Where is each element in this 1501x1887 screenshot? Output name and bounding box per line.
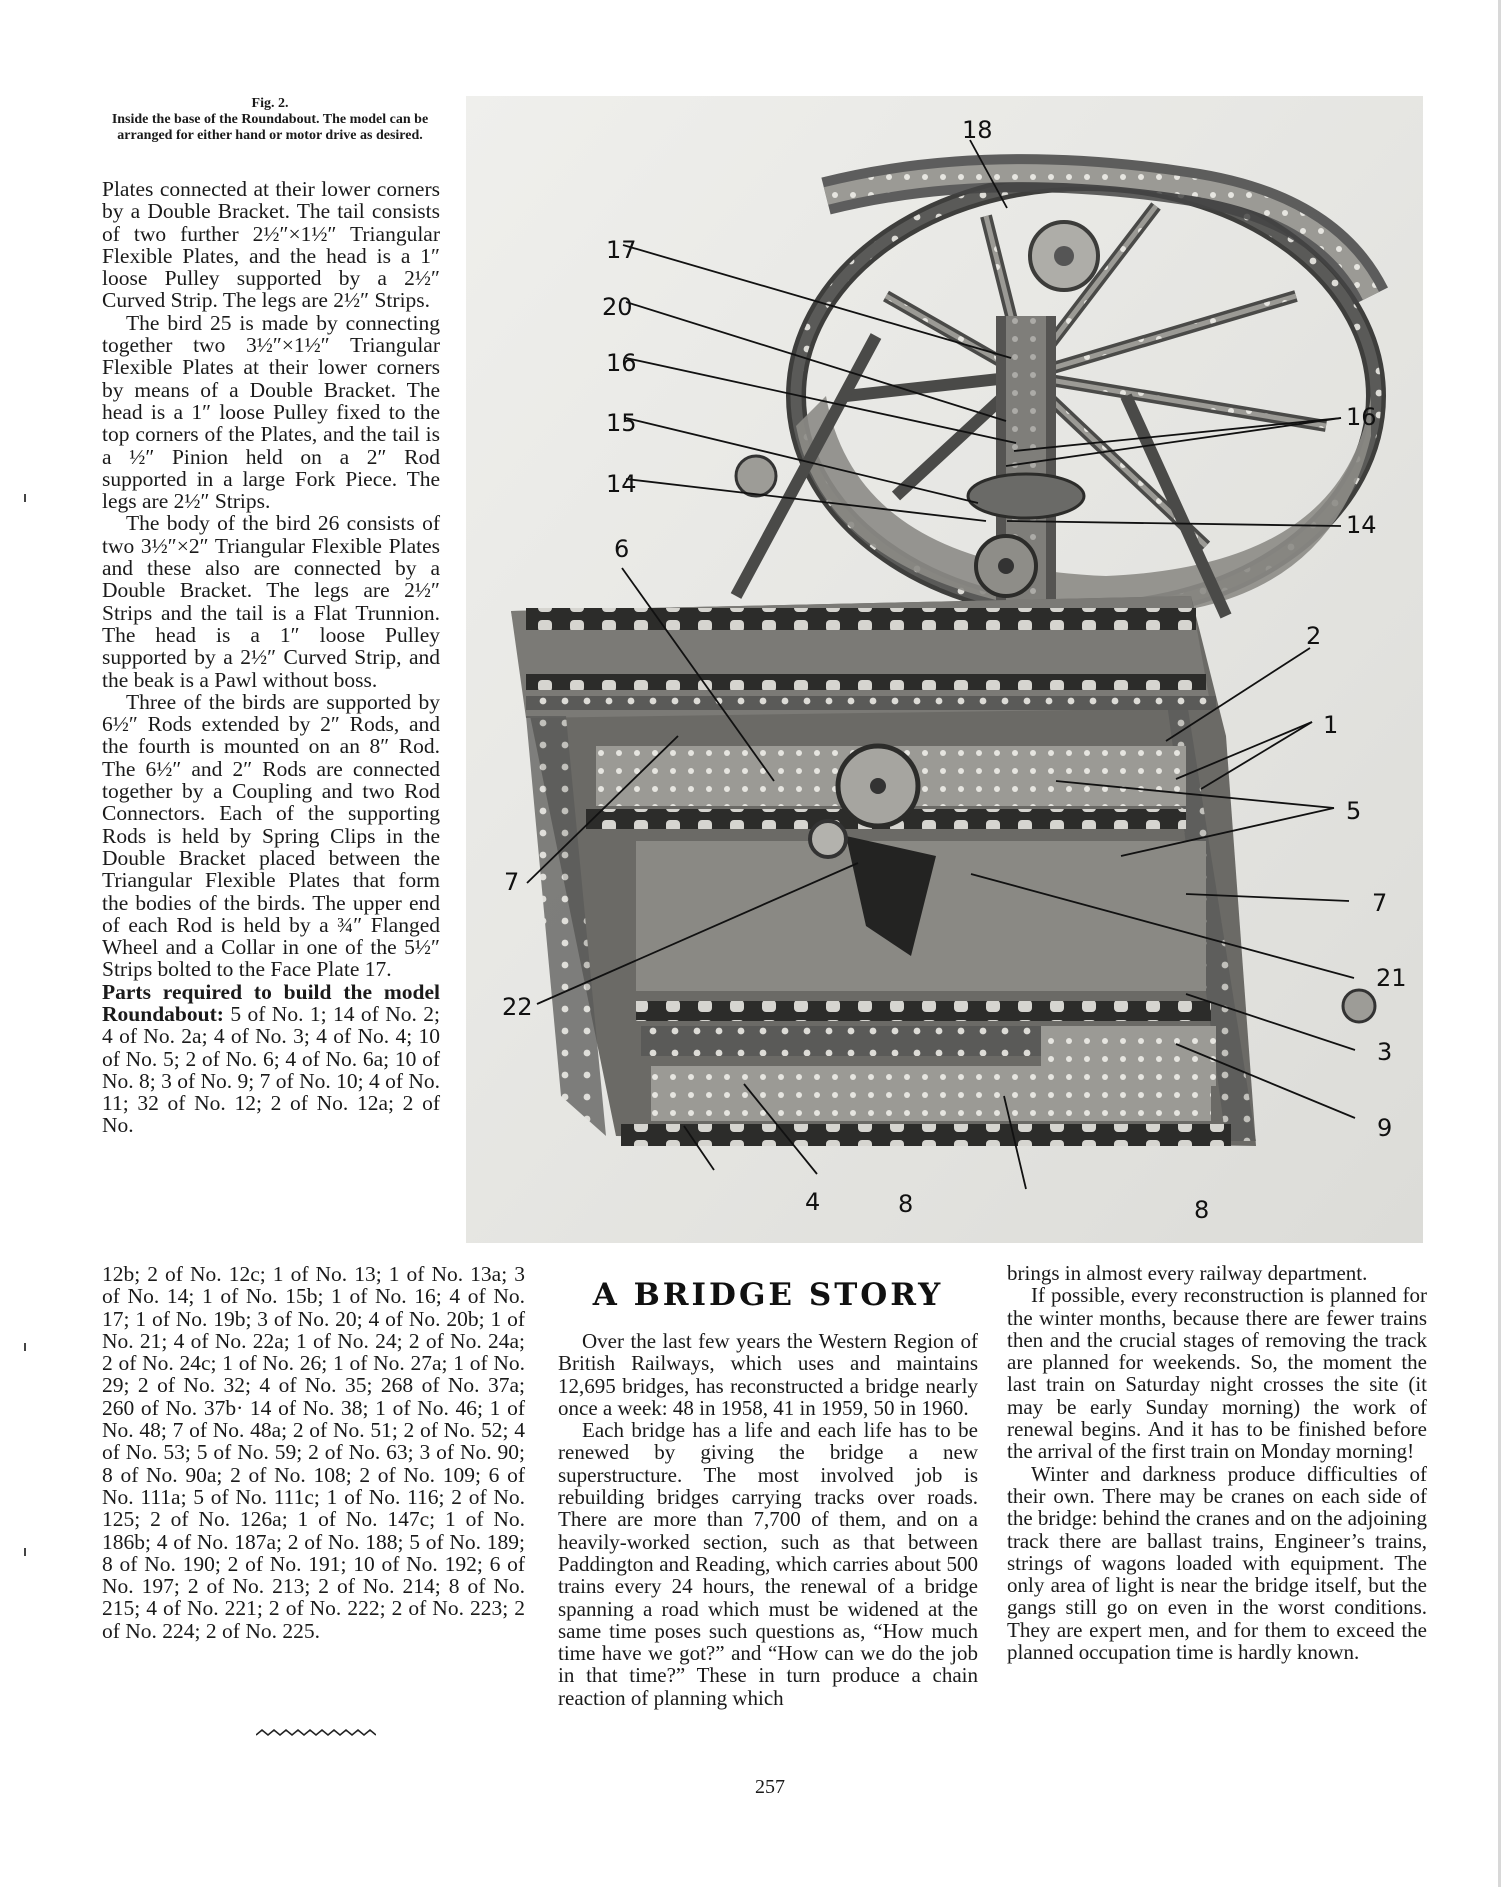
figure-caption: [100, 96, 440, 144]
callout-9: 9: [1377, 1114, 1393, 1142]
parts-list-paragraph: [102, 981, 440, 1137]
callout-14: 14: [1346, 511, 1377, 539]
callout-1: 1: [1323, 711, 1339, 739]
callout-17: 17: [606, 236, 637, 264]
parts-heading: Parts required to build the model Roundabout:: [102, 979, 440, 1026]
end-mark-squiggle: [256, 1727, 376, 1739]
margin-mark: [24, 494, 26, 502]
article-right-column: [1007, 1262, 1427, 1663]
callout-18: 18: [962, 116, 993, 144]
callout-8: 8: [898, 1190, 914, 1218]
paragraph: The bird 25 is made by connecting together two 3½″×1½″ Triangular Flexible Plates at their lower corners by means of a Double Bracket. The head is a 1″ loose Pulley fixed to the top corners of the Plates, and the tail is a ½″ Pinion held on a 2″ Rod supported in a large Fork Piece. The legs are 2½″ Strips.: [102, 310, 440, 514]
figure-label: Fig. 2.: [251, 96, 289, 111]
callout-4: 4: [805, 1188, 821, 1216]
paragraph: Plates connected at their lower corners by a Double Bracket. The tail consists of two further 2½″×1½″ Triangular Flexible Plates, and the head is a 1″ loose Pulley supported by a 2½″ Curved Strip. The legs are 2½″ Strips.: [102, 177, 440, 313]
callout-16: 16: [1346, 403, 1377, 431]
roundabout-photo: [466, 96, 1423, 1243]
callout-21: 21: [1376, 964, 1407, 992]
callout-14: 14: [606, 470, 637, 498]
callout-20: 20: [602, 293, 633, 321]
paragraph: Three of the birds are supported by 6½″ Rods extended by 2″ Rods, and the fourth is mounted on an 8″ Rod. The 6½″ and 2″ Rods are connected together by a Coupling and two Rod Connectors. Each of the supporting Rods is held by Spring Clips in the Double Bracket placed between the Triangular Flexible Plates that form the bodies of the birds. The upper end of each Rod is held by a ¾″ Flanged Wheel and a Collar in one of the 5½″ Strips bolted to the Face Plate 17.: [102, 689, 440, 982]
article-middle-column: [558, 1330, 978, 1709]
callout-7: 7: [504, 868, 520, 896]
margin-mark: [24, 1548, 26, 1556]
callout-15: 15: [606, 409, 637, 437]
margin-mark: [24, 1343, 26, 1351]
callout-22: 22: [502, 993, 533, 1021]
paragraph: If possible, every reconstruction is planned for the winter months, because there are fewer trains then and the crucial stages of removing the track are planned for weekends. So, the moment the last train on Saturday night crosses the site (it may be early Sunday morning) the work of renewal begins. And it has to be finished before the arrival of the first train on Monday morning!: [1007, 1283, 1427, 1464]
parts-list-continued: [102, 1263, 525, 1642]
callout-6: 6: [614, 535, 630, 563]
parts-list: 12b; 2 of No. 12c; 1 of No. 13; 1 of No. 13a; 3 of No. 14; 1 of No. 15b; 1 of No. 16; 4 of No. 17; 1 of No. 19b; 3 of No. 20; 4 of No. 20b; 1 of No. 21; 4 of No. 22a; 1 of No. 24; 2 of No. 24a; 2 of No. 24c; 1 of No. 26; 1 of No. 27a; 1 of No. 29; 2 of No. 32; 4 of No. 35; 268 of No. 37a; 260 of No. 37b· 14 of No. 38; 1 of No. 46; 1 of No. 48; 7 of No. 48a; 2 of No. 51; 2 of No. 52; 4 of No. 53; 5 of No. 59; 2 of No. 63; 3 of No. 90; 8 of No. 90a; 2 of No. 108; 2 of No. 109; 6 of No. 111a; 5 of No. 111c; 1 of No. 116; 2 of No. 125; 2 of No. 126a; 1 of No. 147c; 1 of No. 186b; 4 of No. 187a; 2 of No. 188; 5 of No. 189; 8 of No. 190; 2 of No. 191; 10 of No. 192; 6 of No. 197; 2 of No. 213; 2 of No. 214; 8 of No. 215; 4 of No. 221; 2 of No. 222; 2 of No. 223; 2 of No. 224; 2 of No. 225.: [102, 1262, 525, 1643]
paragraph: The body of the bird 26 consists of two 3½″×2″ Triangular Flexible Plates and these also are connected by a Double Bracket. The legs are 2½″ Strips and the tail is a Flat Trunnion. The head is a 1″ loose Pulley supported by a 2½″ Curved Strip, and the beak is a Pawl without boss.: [102, 511, 440, 692]
callout-3: 3: [1377, 1038, 1393, 1066]
article-headline: A BRIDGE STORY: [592, 1277, 944, 1313]
callout-16: 16: [606, 349, 637, 377]
paragraph: Over the last few years the Western Region of British Railways, which uses and maintains 12,695 bridges, has reconstructed a bridge nearly once a week: 48 in 1958, 41 in 1959, 50 in 1960.: [558, 1329, 978, 1420]
parts-list: 5 of No. 1; 14 of No. 2; 4 of No. 2a; 4 of No. 3; 4 of No. 4; 10 of No. 5; 2 of No. 6; 4 of No. 6a; 10 of No. 8; 3 of No. 9; 7 of No. 10; 4 of No. 11; 32 of No. 12; 2 of No. 12a; 2 of No.: [102, 1001, 441, 1138]
callout-5: 5: [1346, 797, 1362, 825]
callout-8: 8: [1194, 1196, 1210, 1224]
paragraph: brings in almost every railway department.: [1007, 1261, 1368, 1285]
left-column-text: [102, 178, 440, 1137]
callout-7: 7: [1372, 889, 1388, 917]
figure-caption-text: Inside the base of the Roundabout. The model can be arranged for either hand or motor drive as desired.: [111, 112, 429, 143]
paragraph: Each bridge has a life and each life has to be renewed by giving the bridge a new superstructure. The most involved job is rebuilding bridges carrying tracks over roads. There are more than 7,700 of them, and on a heavily-worked section, such as that between Paddington and Reading, which carries about 500 trains every 24 hours, the renewal of a bridge spanning a road which must be widened at the same time poses such questions as, “How much time have we got?” and “How can we do the job in that time?” These in turn produce a chain reaction of planning which: [558, 1418, 978, 1710]
page-number: 257: [755, 1776, 785, 1798]
paragraph: Winter and darkness produce difficulties of their own. There may be cranes on each side of the bridge: behind the cranes and on the adjoining track there are ballast trains, Engineer’s trains, strings of wagons loaded with equipment. The only area of light is near the bridge itself, but the gangs still go on even in the worst conditions. They are expert men, and for them to exceed the planned occupation time is hardly known.: [1007, 1461, 1427, 1665]
callout-2: 2: [1306, 622, 1322, 650]
